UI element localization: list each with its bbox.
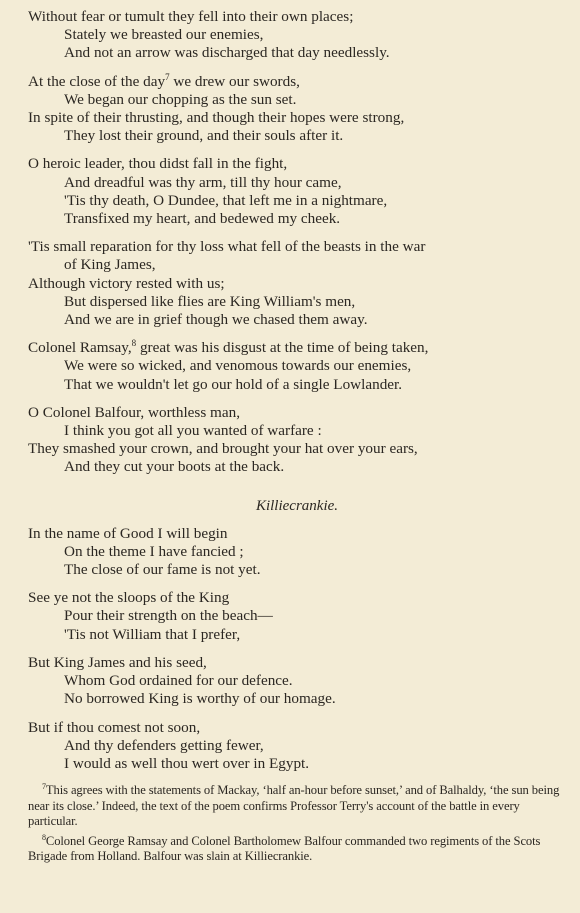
poem-line: No borrowed King is worthy of our homage. bbox=[64, 690, 336, 708]
poem-line: Although victory rested with us; bbox=[28, 274, 225, 292]
section-title: Killiecrankie. bbox=[255, 497, 339, 514]
footnote bbox=[28, 834, 566, 865]
poem-line: And they cut your boots at the back. bbox=[64, 458, 285, 476]
poem-stanza bbox=[28, 8, 566, 63]
poem-line: Transfixed my heart, and bedewed my cheek. bbox=[64, 210, 341, 228]
poem-line-text: Colonel Ramsay, bbox=[28, 339, 132, 357]
poem-stanza bbox=[28, 73, 566, 146]
poem-line: O heroic leader, thou didst fall in the fight, bbox=[28, 155, 288, 173]
poem-line: And dreadful was thy arm, till thy hour came, bbox=[64, 173, 342, 191]
footnote-text: Colonel George Ramsay and Colonel Bartholomew Balfour commanded two regiments of the Scots Brigade from Holland. Balfour was slain at Killiecrankie. bbox=[28, 833, 541, 864]
poem-line-text: At the close of the day bbox=[28, 72, 166, 90]
poem-line: But King James and his seed, bbox=[28, 653, 207, 671]
poem-line: That we wouldn't let go our hold of a single Lowlander. bbox=[64, 375, 403, 393]
poem-stanza bbox=[28, 589, 566, 644]
poem-line: Stately we breasted our enemies, bbox=[64, 26, 264, 44]
poem-line-text: we drew our swords, bbox=[169, 72, 300, 90]
poem-line: See ye not the sloops of the King bbox=[28, 589, 230, 607]
poem-line: 'Tis thy death, O Dundee, that left me in a nightmare, bbox=[64, 191, 388, 209]
footnote-ref: 8 bbox=[42, 832, 46, 842]
poem-line: And we are in grief though we chased them away. bbox=[64, 311, 368, 329]
poem-stanza bbox=[28, 238, 566, 329]
poem-stanza bbox=[28, 719, 566, 774]
poem-line: 'Tis not William that I prefer, bbox=[64, 625, 241, 643]
poem-line: Pour their strength on the beach— bbox=[64, 607, 273, 625]
poem-stanza bbox=[28, 404, 566, 477]
poem-line bbox=[28, 73, 566, 91]
poem-line: But dispersed like flies are King William's men, bbox=[64, 292, 356, 310]
poem-stanza bbox=[28, 339, 566, 394]
poem-line: And thy defenders getting fewer, bbox=[64, 736, 264, 754]
poem-stanza bbox=[28, 654, 566, 709]
footnote-ref: 8 bbox=[131, 338, 137, 349]
footnote-ref: 7 bbox=[42, 781, 46, 791]
footnote-text: This agrees with the statements of Mackay, ‘half an-hour before sunset,’ and of Balhaldy, ‘the sun being near its close.’ Indeed, the text of the poem confirms Professor Terry's account of the battle in every particular. bbox=[28, 783, 560, 829]
poem-stanza bbox=[28, 525, 566, 580]
poem-line: 'Tis small reparation for thy loss what fell of the beasts in the war bbox=[28, 238, 426, 256]
poem-line-text: great was his disgust at the time of being taken, bbox=[136, 339, 429, 357]
poem-line bbox=[28, 339, 566, 357]
poem-stanza bbox=[28, 155, 566, 228]
footnote-ref: 7 bbox=[165, 71, 170, 82]
poem-line: Without fear or tumult they fell into their own places; bbox=[28, 8, 354, 25]
poem-line: I think you got all you wanted of warfare : bbox=[64, 422, 322, 440]
poem-line: We began our chopping as the sun set. bbox=[64, 90, 297, 108]
poem-line: In spite of their thrusting, and though their hopes were strong, bbox=[28, 109, 405, 127]
poem-line: O Colonel Balfour, worthless man, bbox=[28, 403, 240, 421]
poem-line: We were so wicked, and venomous towards our enemies, bbox=[64, 357, 412, 375]
poem-line: They smashed your crown, and brought your hat over your ears, bbox=[28, 440, 418, 458]
poem-line: The close of our fame is not yet. bbox=[64, 561, 261, 579]
poem-line: But if thou comest not soon, bbox=[28, 718, 201, 736]
poem-line: In the name of Good I will begin bbox=[28, 524, 228, 542]
poem-line: On the theme I have fancied ; bbox=[64, 542, 244, 560]
poem-line: of King James, bbox=[64, 256, 156, 274]
poem-line: And not an arrow was discharged that day needlessly. bbox=[64, 44, 390, 62]
footnote bbox=[28, 783, 566, 830]
poem-line: I would as well thou wert over in Egypt. bbox=[64, 754, 310, 772]
poem-line: They lost their ground, and their souls after it. bbox=[64, 127, 344, 145]
footnotes bbox=[28, 783, 566, 865]
poem-line: Whom God ordained for our defence. bbox=[64, 672, 293, 690]
